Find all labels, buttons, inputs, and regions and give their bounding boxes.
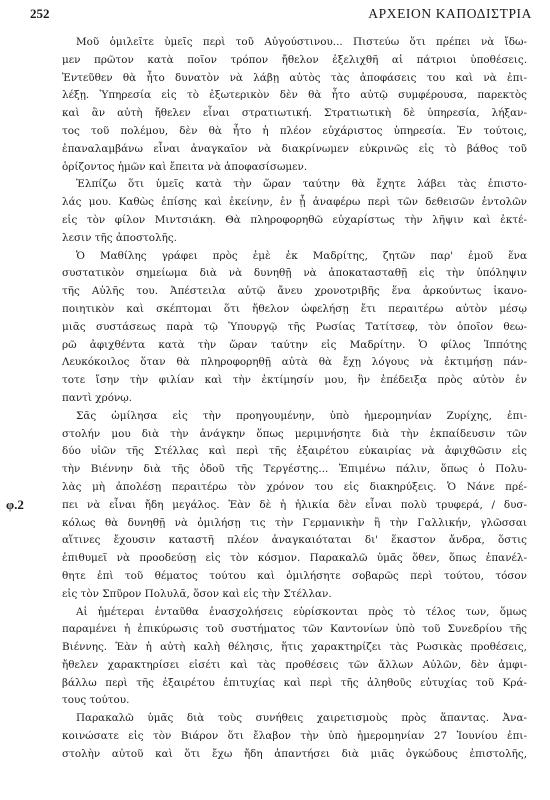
text-line: ρῶ ἀφιχθέντα κατὰ τὴν ὥραν ταύτην εἰς Μαδρίτην. Ὁ φίλος Ἱππότης — [62, 338, 527, 351]
text-line: πει νὰ εἶναι ἤδη μεγάλος. Ἐὰν δὲ ἡ ἡλικία δὲν εἶναι πολὺ τρυφερά, / δυσ- — [62, 498, 527, 511]
text-line: λὰς μὴ ἀπολέσῃ περαιτέρω τὸν χρόνον του εἰς διακηρύξεις. Ὁ Νάνε πρέ- — [62, 480, 527, 493]
text-line: λέξῃ. Ὑπηρεσία εἰς τὸ ἐξωτερικὸν δὲν θὰ ἦτο αὐτῷ συμφέρουσα, παρεκτὸς — [62, 89, 527, 102]
text-line: θητε ἐπὶ τοῦ θέματος τούτου καὶ ὁμιλήσητε σοβαρῶς περὶ τούτου, τόσον — [62, 569, 527, 582]
text-line: στολήν μου διὰ τὴν ἀνάγκην ὅπως μεριμνήσητε διὰ τὴν ἐκπαίδευσιν τῶν — [62, 427, 527, 440]
text-line: ἐπαναλαμβάνω εἶναι ἀναγκαῖον νὰ διακρίνωμεν εὐκρινῶς εἰς τὸ βάθος τοῦ — [62, 142, 527, 155]
text-line: βάλλω περὶ τῆς ἐξαιρέτου ἐπιτυχίας καὶ περὶ τῆς ἀληθοῦς εὐτυχίας τοῦ Κρά- — [62, 676, 527, 689]
text-line: Ἐλπίζω ὅτι ὑμεῖς κατὰ τὴν ὥραν ταύτην θὰ ἔχητε λάβει τὰς ἐπιστο- — [76, 178, 527, 191]
text-line: παραμένει ἡ ἐπικύρωσις τοῦ συστήματος τῶν Καντονίων ὑπὸ τοῦ Συνεδρίου τῆς — [62, 623, 527, 636]
text-line: τος τοῦ πολέμου, δὲν θὰ ἦτο ἡ πλέον εὐχάριστος ὑπηρεσία. Ἐν τούτοις, — [62, 124, 527, 137]
text-line: Λευκόκοιλος ὅταν θὰ πληροφορηθῇ αὐτὰ θὰ ἔχῃ λόγους νὰ ἐκτιμήσῃ πάν- — [62, 356, 527, 369]
page-header — [30, 6, 532, 28]
paragraph — [62, 408, 527, 604]
text-line: τὴν Βιέννην διὰ τῆς ὁδοῦ τῆς Τεργέστης... Ἐπιμένω πάλιν, ὅπως ὁ Πολυ- — [62, 463, 527, 476]
text-line: Ὁ Μαθίλης γράφει πρὸς ἐμὲ ἐκ Μαδρίτης, ζητῶν παρ' ἐμοῦ ἕνα — [76, 249, 527, 262]
paragraph — [62, 34, 527, 176]
text-line: Μοῦ ὁμιλεῖτε ὑμεῖς περὶ τοῦ Αὐγούστινου... Πιστεύω ὅτι πρέπει νὰ ἴδω- — [76, 36, 527, 48]
running-head: ΑΡΧΕΙΟΝ ΚΑΠΟΔΙΣΤΡΙΑ — [368, 6, 532, 21]
text-line: συστατικὸν σημείωμα διὰ νὰ δυνηθῇ νὰ ἀποκατασταθῇ εἰς τὴν ὑπόληψιν — [62, 267, 527, 280]
paragraph — [62, 248, 527, 408]
paragraph — [62, 176, 527, 247]
text-line: λεσιν τῆς ἀποστολῆς. — [62, 231, 177, 244]
text-line: μεν πρῶτον κατὰ ποῖον τρόπον ἤθελον ἐξελιχθῆ αἱ πάτριοι ὑποθέσεις. — [62, 53, 527, 66]
text-line: Βιέννης. Ἐὰν ἡ αὐτὴ καλὴ θέλησις, ἥτις χαρακτηρίζει τὰς Ρωσικὰς προθέσεις, — [62, 641, 527, 654]
text-line: κόλως θὰ δυνηθῇ νὰ ὁμιλήσῃ τις τὴν Γερμανικὴν ἢ τὴν Γαλλικήν, γλῶσσαι — [62, 516, 527, 529]
text-line: κοινώσατε εἰς τὸν Βιάρον ὅτι ἔλαβον τὴν ὑπὸ ἡμερομηνίαν 27 Ἰουνίου ἐπι- — [62, 730, 527, 743]
text-line: στολὴν αὐτοῦ καὶ ὅτι ἔχω ἤδη ἀπαντήσει διὰ μιᾶς ὀγκώδους ἐπιστολῆς, — [62, 747, 527, 760]
text-line: Παρακαλῶ ὑμᾶς διὰ τοὺς συνήθεις χαιρετισμοὺς πρὸς ἅπαντας. Ἀνα- — [76, 712, 527, 725]
text-line: δύο υἱῶν τῆς Στέλλας καὶ περὶ τῆς ἐξαιρέτου εὐκαιρίας νὰ ἀφιχθῶσιν εἰς — [62, 445, 527, 458]
text-line: ἐπιθυμεῖ νὰ προοδεύσῃ εἰς τὸν κόσμον. Παρακαλῶ ὑμᾶς ὅθεν, ὅπως ἐπανέλ- — [62, 552, 527, 565]
text-line: τοτε ἴσην τὴν φιλίαν καὶ τὴν ἐκτίμησίν μου, ἣν ἐπέδειξα πρὸς αὐτὸν ἐν — [62, 374, 527, 387]
paragraph — [62, 710, 527, 763]
margin-folio-note: φ.2 — [6, 497, 24, 512]
page-number: 252 — [30, 6, 50, 21]
text-line: ποιητικὸν καὶ σκέπτομαι ὅτι ἤθελον ὠφελήσῃ ἔτι περαιτέρω αὐτὸν μέσῳ — [62, 302, 527, 315]
text-line: Σᾶς ὡμίλησα εἰς τὴν προηγουμένην, ὑπὸ ἡμερομηνίαν Ζυρίχης, ἐπι- — [76, 409, 527, 422]
text-line: τους τούτου. — [62, 694, 130, 707]
text-line: εἰς τὸν φίλον Μιντσιάκη. Θὰ πληροφορηθῶ εὐχαρίστως τὴν λῆψιν καὶ ἐκτέ- — [62, 213, 527, 226]
text-line: μιᾶς συστάσεως παρὰ τῷ Ὑπουργῷ τῆς Ρωσίας Τατίτσεφ, τὸν ὁποῖον θεω- — [62, 320, 527, 333]
text-line: Ἐντεῦθεν θὰ ἦτο δυνατὸν νὰ λάβῃ αὐτὸς τὰς ἀποφάσεις του καὶ νὰ ἐπι- — [62, 71, 527, 84]
text-line: λάς μου. Καθὼς ἐπίσης καὶ ἐκείνην, ἐν ᾗ ἀναφέρω περὶ τῶν δεθεισῶν ἐντολῶν — [62, 196, 527, 209]
text-line: ὁρίζοντος ἡμῶν καὶ ἔπειτα νὰ ἀποφασίσωμεν. — [62, 160, 308, 173]
text-line: ἤθελεν χαρακτηρίσει εἰσέτι καὶ τὰς προθέσεις τῶν ἄλλων Αὐλῶν, δὲν ἀμφι- — [62, 658, 527, 671]
text-line: καὶ ἂν αὐτὴ ἤθελεν εἶναι στρατιωτική. Στρατιωτικὴ δὲ ὑπηρεσία, λήξαν- — [62, 107, 527, 120]
text-line: Αἱ ἡμέτεραι ἐνταῦθα ἐνασχολήσεις εὑρίσκονται πρὸς τὸ τέλος των, ὅμως — [76, 605, 527, 618]
text-line: τῆς Αὐλῆς του. Ἀπέστειλα αὐτῷ ἄνευ χρονοτριβῆς ἕνα ἀρκούντως ἱκανο- — [62, 285, 527, 298]
text-line: εἰς τὸν Σπῦρον Πολυλᾶ, ὅσον καὶ εἰς τὴν Στέλλαν. — [62, 587, 332, 600]
body-text — [62, 34, 527, 764]
paragraph — [62, 604, 527, 711]
text-line: παντὶ χρόνῳ. — [62, 391, 133, 404]
text-line: αἵτινες ἔχουσιν καταστῆ πλέον ἀναγκαιόταται δι' ἕκαστον ἄνδρα, ὅστις — [62, 534, 527, 547]
